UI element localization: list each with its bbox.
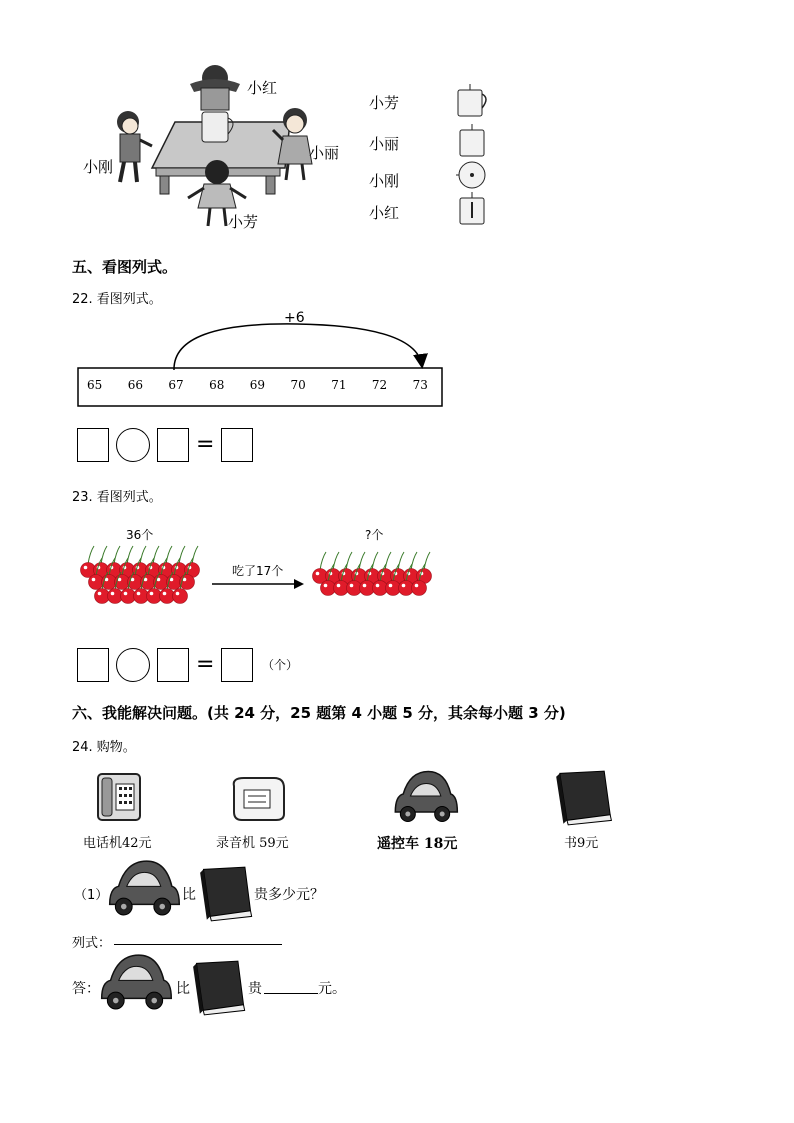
name-xiaofang: 小芳 xyxy=(228,213,259,231)
arc-label: +6 xyxy=(284,310,305,326)
tick-label: 70 xyxy=(290,378,306,392)
cherries-right-icon xyxy=(308,548,438,604)
toy-car-icon xyxy=(98,958,172,1014)
view-label: 小红 xyxy=(369,204,400,222)
name-xiaohong: 小红 xyxy=(247,79,278,97)
answer-box-result[interactable] xyxy=(221,428,253,462)
q24-title: 24. 购物。 xyxy=(72,740,136,755)
tick-label: 66 xyxy=(127,378,143,392)
tick-label: 69 xyxy=(249,378,266,392)
answer-box-result[interactable] xyxy=(221,648,253,682)
formula-blank[interactable] xyxy=(114,944,282,945)
unit-label: （个） xyxy=(262,658,299,672)
arrow-label: 吃了17个 xyxy=(232,564,284,578)
operator-circle[interactable] xyxy=(116,428,150,462)
book-icon xyxy=(555,770,615,826)
telephone-icon xyxy=(96,770,146,826)
answer-unit: 元。 xyxy=(318,981,346,997)
q22-title: 22. 看图列式。 xyxy=(72,292,162,307)
kettle-front-view-icon xyxy=(456,190,492,228)
tick-label: 72 xyxy=(371,378,388,392)
table-scene xyxy=(80,60,370,240)
cherries-left-icon xyxy=(76,540,210,616)
book-icon xyxy=(199,866,255,922)
arrow-icon xyxy=(212,578,304,590)
item-label: 录音机 59元 xyxy=(216,836,289,851)
section6-title: 六、我能解决问题。(共 24 分，25 题第 4 小题 5 分，其余每小题 3 分) xyxy=(72,704,566,722)
item-label: 电话机42元 xyxy=(83,836,152,851)
book-icon xyxy=(192,960,248,1016)
compare-word: 比 xyxy=(182,887,196,903)
kettle-top-view-icon xyxy=(456,160,492,192)
tape-recorder-icon xyxy=(230,776,286,822)
answer-label: 答： xyxy=(72,981,100,997)
cherries-left-label: 36个 xyxy=(126,528,154,542)
view-label: 小芳 xyxy=(369,94,400,112)
toy-car-icon xyxy=(106,864,180,920)
item-label: 遥控车 18元 xyxy=(377,836,458,852)
answer-box-2[interactable] xyxy=(157,428,189,462)
formula-label: 列式： xyxy=(72,936,112,951)
subq-number: （1） xyxy=(74,888,109,903)
equals-sign: = xyxy=(196,432,215,457)
answer-gui: 贵 xyxy=(248,981,262,997)
number-line xyxy=(77,310,443,410)
cherries-right-label: ?个 xyxy=(365,528,384,542)
section5-title: 五、看图列式。 xyxy=(72,258,178,276)
kettle-side-view-icon xyxy=(456,82,492,118)
view-label: 小刚 xyxy=(369,172,400,190)
answer-box-1[interactable] xyxy=(77,648,109,682)
equals-sign: = xyxy=(196,652,215,677)
tick-label: 65 xyxy=(87,378,103,392)
name-xiaoli: 小丽 xyxy=(309,144,340,162)
jump-arc xyxy=(77,310,443,410)
operator-circle[interactable] xyxy=(116,648,150,682)
tick-label: 68 xyxy=(209,378,225,392)
tick-label: 71 xyxy=(331,378,347,392)
name-xiaogang: 小刚 xyxy=(83,158,114,176)
q23-title: 23. 看图列式。 xyxy=(72,490,162,505)
toy-car-icon xyxy=(392,776,458,826)
answer-blank[interactable] xyxy=(264,993,318,994)
tick-label: 73 xyxy=(412,378,428,392)
kettle-back-view-icon xyxy=(456,122,492,158)
item-label: 书9元 xyxy=(564,836,599,851)
answer-box-2[interactable] xyxy=(157,648,189,682)
question-text: 贵多少元？ xyxy=(254,887,324,903)
view-label: 小丽 xyxy=(369,135,400,153)
tick-label: 67 xyxy=(168,378,184,392)
compare-word: 比 xyxy=(176,981,190,997)
answer-box-1[interactable] xyxy=(77,428,109,462)
